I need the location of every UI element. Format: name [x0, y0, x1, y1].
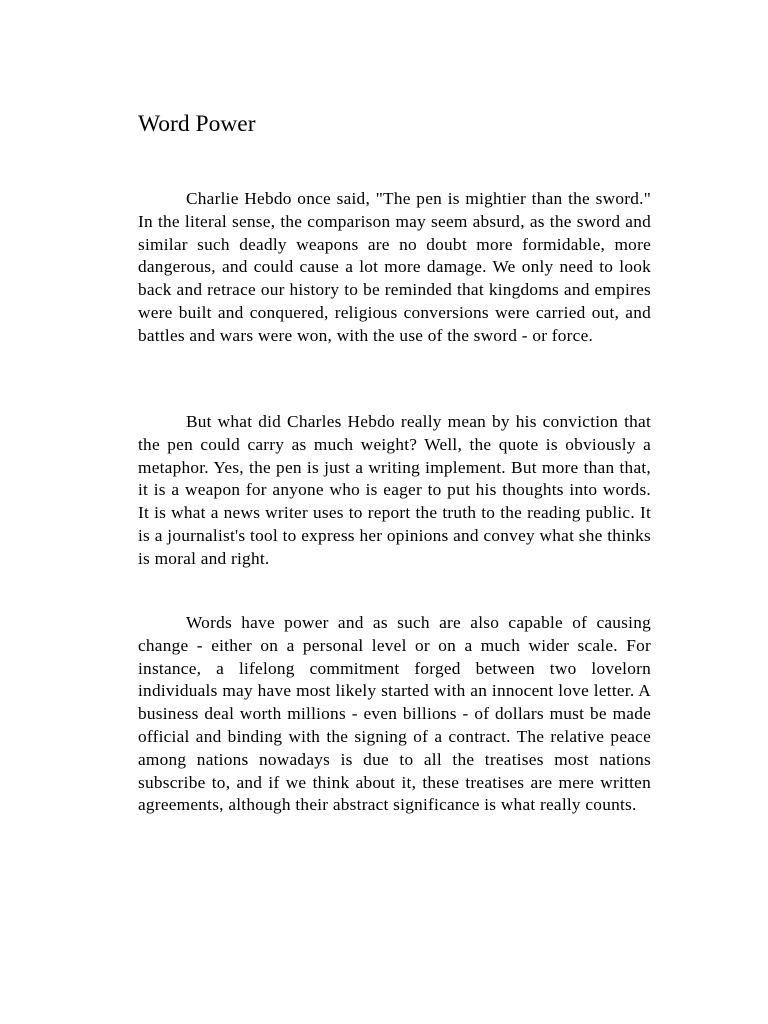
paragraph-2: But what did Charles Hebdo really mean by his conviction that the pen could carry as much weight? Well, the quote is obviously a metaphor. Yes, the pen is just a writing implement. But more than that, it is a weapon for anyone who is eager to put his thoughts into words. It is what a news writer uses to report the truth to the reading public. It is a journalist's tool to express her opinions and convey what she thinks is moral and right. — [138, 412, 651, 568]
paragraph-3: Words have power and as such are also capable of causing change - either on a personal level or on a much wider scale. For instance, a lifelong commitment forged between two lovelorn individuals may have most likely started with an innocent love letter. A business deal worth millions - even billions - of dollars must be made official and binding with the signing of a contract. The relative peace among nations nowadays is due to all the treatises most nations subscribe to, and if we think about it, these treatises are mere written agreements, although their abstract significance is what really counts. — [138, 613, 651, 815]
document-title: Word Power — [138, 111, 256, 137]
paragraph-1: Charlie Hebdo once said, "The pen is mightier than the sword." In the literal sense, the comparison may seem absurd, as the sword and similar such deadly weapons are no doubt more formidable, more dangerous, and could cause a lot more damage. We only need to look back and retrace our history to be reminded that kingdoms and empires were built and conquered, religious conversions were carried out, and battles and wars were won, with the use of the sword - or force. — [138, 189, 651, 345]
